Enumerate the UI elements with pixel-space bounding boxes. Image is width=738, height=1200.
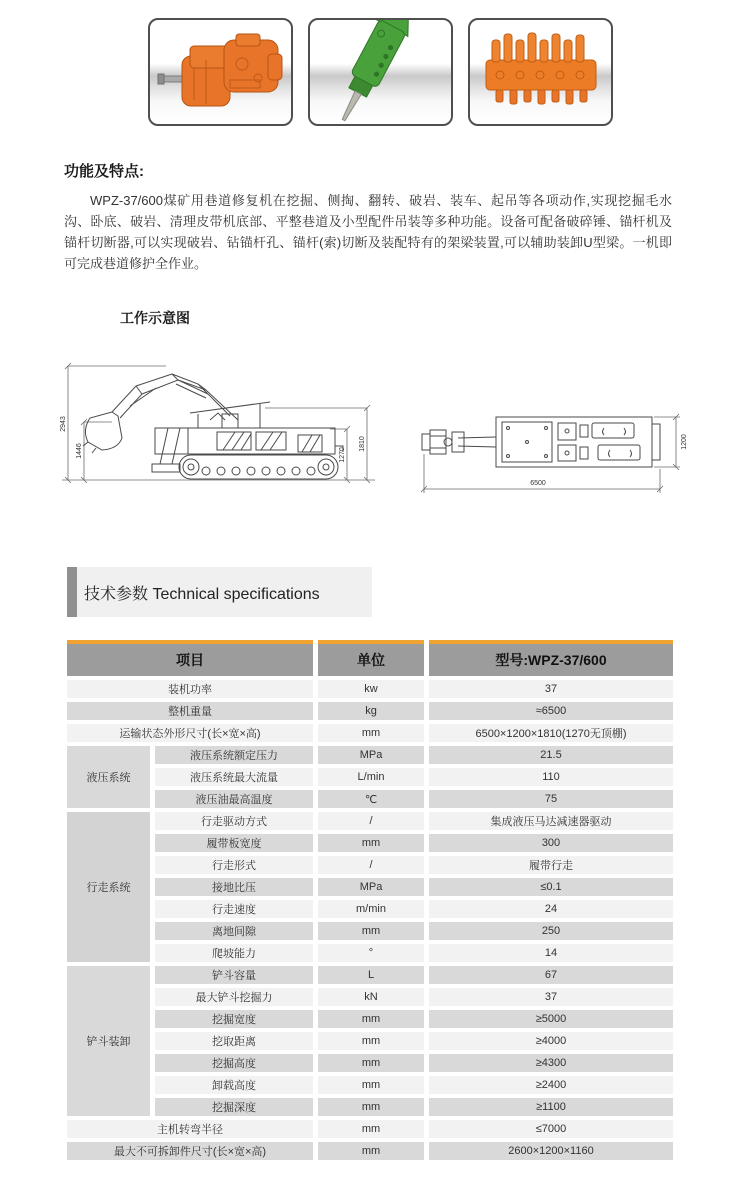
spec-row [67,1142,673,1160]
spec-value-cell: 6500×1200×1810(1270无顶棚) [429,724,673,742]
spec-item-cell: 卸载高度 [155,1076,313,1094]
spec-item-cell: 液压系统最大流量 [155,768,313,786]
spec-item-cell: 运输状态外形尺寸(长×宽×高) [67,724,313,742]
spec-unit-cell: ℃ [318,790,424,808]
spec-value-cell: 300 [429,834,673,852]
spec-unit-cell: MPa [318,878,424,896]
specs-section-title: 技术参数 Technical specifications [77,567,372,617]
spec-item-cell: 装机功率 [67,680,313,698]
spec-value-cell: 250 [429,922,673,940]
dim-machine-width: 1200 [681,434,688,450]
specs-header-row [67,640,673,676]
spec-unit-cell: mm [318,1054,424,1072]
col-header-model: 型号:WPZ-37/600 [429,640,673,676]
spec-item-cell: 最大铲斗挖掘力 [155,988,313,1006]
specs-table-body [67,680,673,1160]
spec-row [67,724,673,742]
spec-item-cell: 整机重量 [67,702,313,720]
valve-bank-icon [470,20,611,124]
spec-row [67,988,673,1006]
spec-value-cell: 履带行走 [429,856,673,874]
spec-value-cell: 67 [429,966,673,984]
spec-item-cell: 铲斗容量 [155,966,313,984]
spec-value-cell: 37 [429,680,673,698]
spec-item-cell: 行走形式 [155,856,313,874]
features-paragraph: WPZ-37/600煤矿用巷道修复机在挖掘、侧掏、翻转、破岩、装车、起吊等各项动作,实现挖掘毛水沟、卧底、破岩、清理皮带机底部、平整巷道及小型配件吊装等多种功能。设备可配备破碎锤、锚杆机及锚杆切断器,可以实现破岩、钻锚杆孔、锚杆(索)切断及装配特有的架梁装置,可以辅助装卸U型梁。一机即可完成巷道修护全作业。 [64,193,672,271]
spec-unit-cell: ° [318,944,424,962]
spec-unit-cell: mm [318,724,424,742]
spec-row [67,1010,673,1028]
section-header-bar [67,567,77,617]
spec-row [67,702,673,720]
spec-row [67,878,673,896]
spec-value-cell: 110 [429,768,673,786]
spec-value-cell: 75 [429,790,673,808]
spec-item-cell: 爬坡能力 [155,944,313,962]
spec-unit-cell: mm [318,1032,424,1050]
spec-row [67,790,673,808]
spec-item-cell: 履带板宽度 [155,834,313,852]
spec-unit-cell: mm [318,922,424,940]
spec-value-cell: ≤0.1 [429,878,673,896]
spec-value-cell: ≥4300 [429,1054,673,1072]
spec-value-cell: 21.5 [429,746,673,764]
spec-unit-cell: kg [318,702,424,720]
spec-item-cell: 挖掘宽度 [155,1010,313,1028]
hydraulic-breaker-icon [310,20,451,124]
spec-unit-cell: L [318,966,424,984]
spec-unit-cell: mm [318,1010,424,1028]
spec-row [67,966,673,984]
spec-row [67,1076,673,1094]
spec-item-cell: 离地间隙 [155,922,313,940]
spec-item-cell: 主机转弯半径 [67,1120,313,1138]
spec-unit-cell: mm [318,1098,424,1116]
spec-unit-cell: / [318,856,424,874]
spec-row [67,1054,673,1072]
features-section [64,160,672,274]
spec-value-cell: ≥4000 [429,1032,673,1050]
spec-value-cell: ≤7000 [429,1120,673,1138]
spec-value-cell: ≥2400 [429,1076,673,1094]
spec-row [67,900,673,918]
spec-item-cell: 行走速度 [155,900,313,918]
dim-front-height: 1446 [76,443,83,459]
spec-unit-cell: mm [318,834,424,852]
spec-row [67,680,673,698]
product-image-valve-bank [468,18,613,126]
spec-value-cell: 14 [429,944,673,962]
spec-value-cell: ≈6500 [429,702,673,720]
product-image-hydraulic-pump [148,18,293,126]
product-image-row [148,18,613,126]
spec-row [67,1098,673,1116]
spec-value-cell: ≥1100 [429,1098,673,1116]
spec-row [67,834,673,852]
spec-row [67,922,673,940]
spec-value-cell: 24 [429,900,673,918]
spec-item-cell: 最大不可拆卸件尺寸(长×宽×高) [67,1142,313,1160]
spec-row [67,944,673,962]
spec-item-cell: 挖取距离 [155,1032,313,1050]
spec-row [67,856,673,874]
spec-unit-cell: MPa [318,746,424,764]
features-heading: 功能及特点: [64,163,144,180]
spec-group-cell: 铲斗装卸 [67,966,150,1116]
spec-unit-cell: mm [318,1142,424,1160]
spec-value-cell: ≥5000 [429,1010,673,1028]
spec-row [67,812,673,830]
spec-row [67,1120,673,1138]
hydraulic-pump-icon [150,20,291,124]
spec-row [67,1032,673,1050]
spec-unit-cell: mm [318,1120,424,1138]
product-image-hydraulic-breaker [308,18,453,126]
spec-unit-cell: mm [318,1076,424,1094]
spec-item-cell: 液压油最高温度 [155,790,313,808]
spec-row [67,746,673,764]
dim-machine-length: 6500 [530,480,546,487]
spec-unit-cell: kN [318,988,424,1006]
spec-value-cell: 2600×1200×1160 [429,1142,673,1160]
col-header-unit: 单位 [318,640,424,676]
col-header-item: 项目 [67,640,313,676]
spec-item-cell: 行走驱动方式 [155,812,313,830]
specs-table [62,636,678,1164]
spec-item-cell: 液压系统额定压力 [155,746,313,764]
spec-item-cell: 接地比压 [155,878,313,896]
spec-unit-cell: m/min [318,900,424,918]
dim-body-height: 1270 [339,447,346,463]
spec-value-cell: 集成液压马达减速器驱动 [429,812,673,830]
spec-value-cell: 37 [429,988,673,1006]
dim-total-height: 2943 [60,416,67,432]
dim-canopy-height: 1810 [359,436,366,452]
spec-unit-cell: / [318,812,424,830]
specs-section-header [67,567,372,617]
spec-group-cell: 行走系统 [67,812,150,962]
diagram-heading: 工作示意图 [120,310,190,326]
spec-unit-cell: kw [318,680,424,698]
side-view-drawing [60,354,427,504]
spec-unit-cell: L/min [318,768,424,786]
top-view-drawing [418,392,708,504]
spec-group-cell: 液压系统 [67,746,150,808]
spec-row [67,768,673,786]
spec-item-cell: 挖掘高度 [155,1054,313,1072]
spec-item-cell: 挖掘深度 [155,1098,313,1116]
